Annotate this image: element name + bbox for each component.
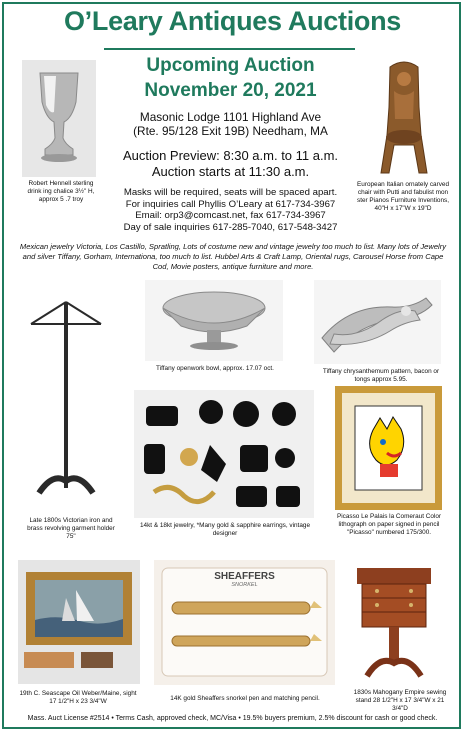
notice-line-1: Masks will be required, seats will be spaced apart. — [123, 187, 338, 198]
notice-line-2: For inquiries call Phyllis O’Leary at 617-734-3967 — [125, 198, 336, 210]
tongs-caption: Tiffany chrysanthemum pattern, bacon or tongs approx 5.95. — [322, 368, 440, 383]
picasso-lithograph-icon — [335, 386, 442, 510]
picasso-caption: Picasso Le Palais la Comeraut Color lithograph on paper signed in pencil "Picasso" numbered 175/300. — [336, 513, 442, 536]
jewelry-caption: 14kt & 18kt jewelry, *Many gold & sapphire earrings, vintage designer — [139, 522, 311, 537]
notice-line-4: Day of sale inquiries 617-285-7040, 617-548-3427 — [123, 221, 338, 233]
venue-line-1: Masonic Lodge 1101 Highland Ave — [139, 110, 322, 124]
items-description: Mexican jewelry Victoria, Los Castillo, Spratling, Lots of costume new and vintage jewelry too much to list. Many lots of Jewelry and silver Tiffany, Gorham, Internationa, too much to list. Hubbel Arts & Craft Lamp, Oriental rugs, Carousel Horse from Cape Cod, Movie posters, antique furniture and more. — [19, 242, 447, 271]
venue-block — [103, 110, 358, 138]
preview-line-2: Auction starts at 11:30 a.m. — [151, 164, 310, 179]
pens-caption: 14K gold Sheaffers snorkel pen and matching pencil. — [170, 695, 320, 702]
seascape-caption: 19th C. Seascape Oil Weber/Maine, sight 17 1/2"H x 23 3/4"W — [19, 690, 137, 705]
auction-heading: Upcoming Auction — [146, 55, 315, 76]
chair-photo — [363, 57, 445, 178]
garment-rack-caption: Late 1800s Victorian iron and brass revolving garment holder 75" — [27, 517, 115, 540]
preview-line-1: Auction Preview: 8:30 a.m. to 11 a.m. — [122, 148, 339, 163]
jewelry-photo — [134, 390, 314, 518]
sewing-stand-icon — [342, 560, 446, 687]
sewing-stand-photo — [342, 560, 446, 687]
silver-chalice-icon — [22, 60, 96, 177]
license-footer: Mass. Auct License #2514 • Terms Cash, approved check, MC/Visa • 19.5% buyers premium, 2.5% discount for cash or good check. — [27, 715, 438, 722]
silver-bowl-icon — [145, 280, 283, 361]
silver-tongs-icon — [314, 280, 441, 364]
chair-caption: European Italian ornately carved chair with Putti and fabulist mon ster Pianos Furniture Inventions, 40"H x 17"W x 19"D — [357, 181, 450, 212]
pen-box-brand: SHEAFFERS — [214, 571, 275, 582]
picasso-photo — [335, 386, 442, 510]
ship-painting-icon — [18, 560, 140, 684]
preview-block — [103, 148, 358, 180]
notice-block — [103, 187, 358, 233]
bowl-photo — [145, 280, 283, 361]
seascape-photo — [18, 560, 140, 684]
pen-box-subbrand: SNORKEL — [231, 582, 258, 588]
chalice-caption: Robert Hennell sterling drink ing chalice 3½" H, approx 5 .7 troy — [27, 180, 95, 203]
notice-line-3: Email: orp3@comcast.net, fax 617-734-3967 — [135, 210, 326, 221]
venue-line-2: (Rte. 95/128 Exit 19B) Needham, MA — [133, 124, 328, 138]
auction-date: November 20, 2021 — [144, 80, 317, 101]
sewing-stand-caption: 1830s Mahogany Empire sewing stand 28 1/2"H x 17 3/4"W x 21 3/4"D — [353, 689, 447, 712]
page-title: O’Leary Antiques Auctions — [63, 6, 402, 36]
bowl-caption: Tiffany openwork bowl, approx. 17.07 oct. — [156, 365, 274, 372]
pens-photo — [154, 560, 335, 685]
garment-rack-photo — [18, 283, 114, 511]
jewelry-display-icon — [134, 390, 314, 518]
tongs-photo — [314, 280, 441, 364]
carved-chair-icon — [363, 57, 445, 178]
title-divider — [104, 48, 355, 50]
garment-rack-icon — [18, 283, 114, 511]
chalice-photo — [22, 60, 96, 177]
